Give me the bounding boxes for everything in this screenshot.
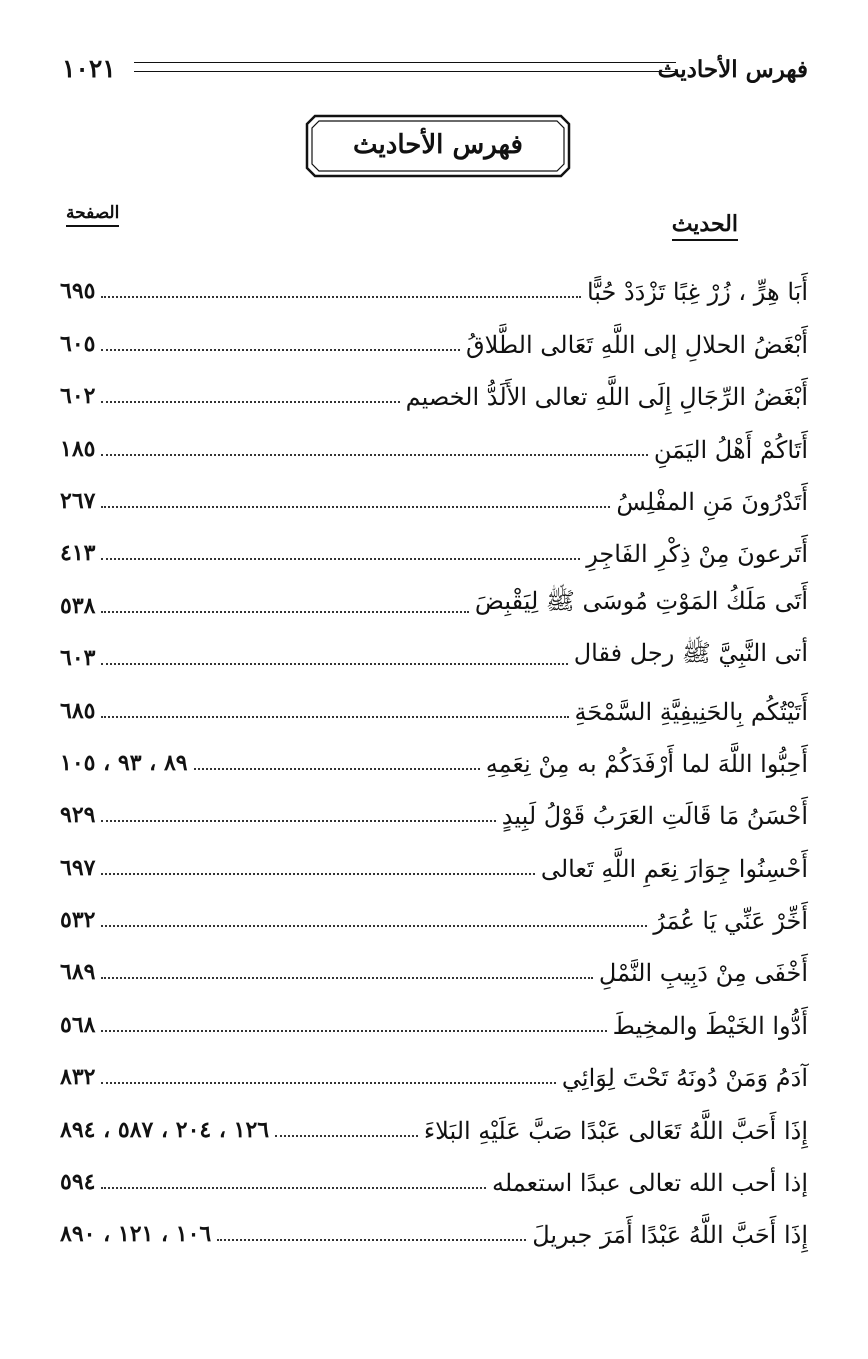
hadith-index-list	[60, 258, 808, 1253]
running-title: فهرس الأحاديث	[657, 56, 808, 83]
entry-pages: ٥٣٨	[60, 592, 96, 619]
section-title-box	[305, 114, 571, 178]
entry-pages: ٢٦٧	[60, 487, 96, 514]
index-entry	[60, 363, 808, 415]
leader-dots	[101, 925, 647, 927]
entry-text: أَحْسِنُوا جِوَارَ نِعَمِ اللَّهِ تَعالى	[540, 854, 808, 883]
entry-text: أَتَرعونَ مِنْ ذِكْرِ الفَاجِرِ	[586, 540, 808, 569]
leader-dots	[101, 454, 647, 456]
leader-dots	[101, 506, 610, 508]
index-entry	[60, 834, 808, 886]
entry-text: أَدُّوا الخَيْطَ والمخِيطَ	[612, 1011, 808, 1040]
leader-dots	[101, 977, 592, 979]
entry-text: أَتَاكُمْ أَهْلُ اليَمَنِ	[653, 435, 808, 464]
column-header-page: الصفحة	[66, 203, 119, 227]
entry-text: أَخِّرْ عَنِّي يَا عُمَرُ	[653, 907, 808, 936]
leader-dots	[194, 768, 480, 770]
entry-pages: ١٨٥	[60, 435, 96, 462]
index-entry	[60, 468, 808, 520]
entry-pages: ٦٨٩	[60, 959, 96, 986]
leader-dots	[101, 1082, 555, 1084]
entry-text: أَحِبُّوا اللَّهَ لما أَرْفَدَكُمْ به مِنْ نِعَمِهِ	[485, 749, 808, 778]
entry-text: إذا أحب الله تعالى عبدًا استعمله	[491, 1169, 808, 1198]
index-entry	[60, 939, 808, 991]
entry-text: أَخْفَى مِنْ دَبِيبِ النَّمْلِ	[598, 959, 808, 988]
index-entry	[60, 1201, 808, 1253]
entry-pages: ٦٨٥	[60, 697, 96, 724]
entry-text: إِذَا أَحَبَّ اللَّهُ تَعَالى عَبْدًا صَبَّ عَلَيْهِ البَلاءَ	[423, 1116, 808, 1145]
index-entry	[60, 677, 808, 729]
leader-dots	[101, 663, 567, 665]
entry-text: أَتَدْرُونَ مَنِ المفْلِسُ	[616, 487, 808, 516]
entry-text: إِذَا أَحَبَّ اللَّهُ عَبْدًا أَمَرَ جبريلَ	[532, 1221, 808, 1250]
entry-pages: ٦٩٥	[60, 278, 96, 305]
entry-pages: ٦٩٧	[60, 854, 96, 881]
entry-text: أَتَى مَلَكُ المَوْتِ مُوسَى ﷺ لِيَقْبِضَ	[474, 586, 808, 615]
leader-dots	[101, 1187, 486, 1189]
column-header-hadith: الحديث	[672, 211, 738, 241]
entry-text: آدَمُ وَمَنْ دُونَهُ تَحْتَ لِوَائِي	[561, 1064, 808, 1093]
index-entry	[60, 1044, 808, 1096]
entry-pages: ١٠٦ ، ١٢١ ، ٨٩٠	[60, 1221, 212, 1248]
entry-pages: ٥٣٢	[60, 907, 96, 934]
entry-pages: ٩٢٩	[60, 802, 96, 829]
entry-pages: ٨٣٢	[60, 1064, 96, 1091]
index-entry	[60, 730, 808, 782]
leader-dots	[101, 349, 460, 351]
page-number: ١٠٢١	[62, 54, 116, 83]
leader-dots	[101, 1030, 606, 1032]
header-double-rule	[134, 62, 676, 72]
entry-text: أَبَا هِرٍّ ، زُرْ غِبًا تَزْدَدْ حُبًّا	[586, 278, 808, 307]
leader-dots	[101, 296, 580, 298]
leader-dots	[101, 611, 468, 613]
running-header	[62, 52, 808, 92]
index-entry	[60, 258, 808, 310]
section-title: فهرس الأحاديث	[353, 130, 523, 160]
entry-pages: ٦٠٢	[60, 383, 96, 410]
index-entry	[60, 782, 808, 834]
leader-dots	[101, 558, 580, 560]
leader-dots	[217, 1239, 526, 1241]
leader-dots	[101, 820, 495, 822]
entry-text: أَبْغَضُ الحلالِ إلى اللَّهِ تَعَالى الطَّلاقُ	[466, 330, 808, 359]
index-entry	[60, 572, 808, 624]
index-entry	[60, 310, 808, 362]
index-entry	[60, 887, 808, 939]
leader-dots	[275, 1135, 418, 1137]
entry-pages: ٥٦٨	[60, 1011, 96, 1038]
entry-pages: ٤١٣	[60, 540, 96, 567]
entry-pages: ٨٩ ، ٩٣ ، ١٠٥	[60, 749, 188, 776]
entry-pages: ١٢٦ ، ٢٠٤ ، ٥٨٧ ، ٨٩٤	[60, 1116, 270, 1143]
entry-text: أتى النَّبِيَّ ﷺ رجل فقال	[573, 639, 808, 668]
entry-pages: ٦٠٣	[60, 645, 96, 672]
index-entry	[60, 1096, 808, 1148]
entry-pages: ٥٩٤	[60, 1169, 96, 1196]
entry-text: أَحْسَنُ مَا قَالَتِ العَرَبُ قَوْلُ لَبِيدٍ	[501, 802, 808, 831]
index-entry	[60, 415, 808, 467]
leader-dots	[101, 401, 399, 403]
index-entry	[60, 1149, 808, 1201]
index-entry	[60, 991, 808, 1043]
entry-text: أَتَيْتُكُم بِالحَنِيفِيَّةِ السَّمْحَةِ	[574, 697, 808, 726]
entry-text: أَبْغَضُ الرِّجَالِ إِلَى اللَّهِ تعالى الأَلَدُّ الخصيم	[405, 383, 808, 412]
entry-pages: ٦٠٥	[60, 330, 96, 357]
leader-dots	[101, 716, 568, 718]
leader-dots	[101, 873, 534, 875]
index-entry	[60, 520, 808, 572]
index-entry	[60, 625, 808, 677]
